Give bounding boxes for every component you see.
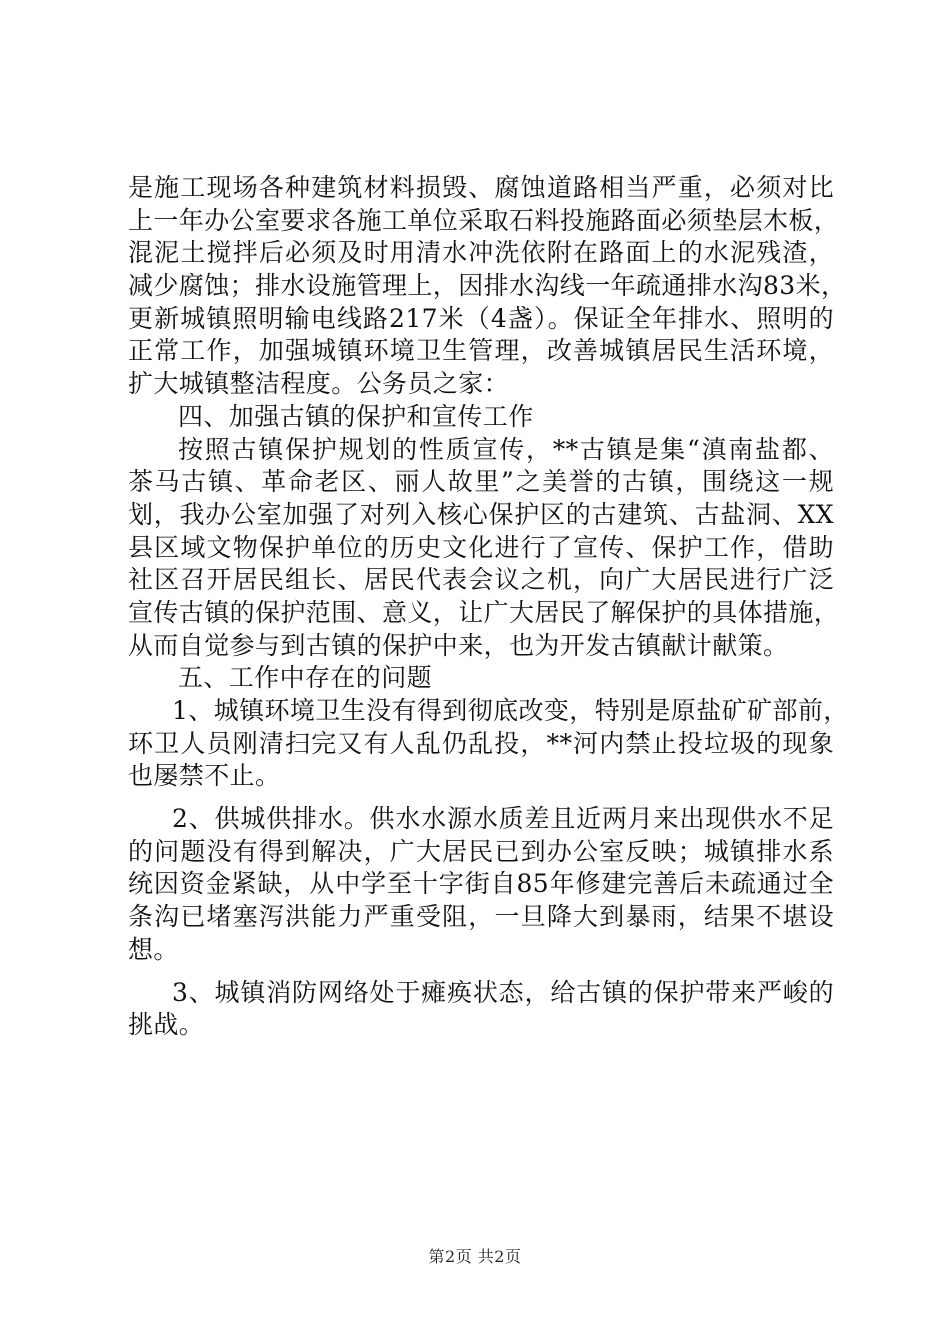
document-body (128, 172, 849, 1042)
text-line: 1、城镇环境卫生没有得到彻底改变，特别是原盐矿矿部前， (172, 696, 849, 725)
text-line: 统因资金紧缺，从中学至十字街自85年修建完善后未疏通过全 (128, 869, 834, 899)
text-line: 挑战。 (128, 1010, 205, 1040)
text-line: 是施工现场各种建筑材料损毁、腐蚀道路相当严重，必须对比 (128, 173, 834, 202)
text-line: 减少腐蚀；排水设施管理上，因排水沟线一年疏通排水沟83米， (128, 271, 847, 301)
text-line: 也屡禁不止。 (128, 761, 281, 791)
text-line: 想。 (128, 934, 179, 964)
text-line: 宣传古镇的保护范围、意义，让广大居民了解保护的具体措施， (128, 597, 840, 627)
text-line: 县区域文物保护单位的历史文化进行了宣传、保护工作，借助 (128, 532, 834, 562)
text-line: 的问题没有得到解决，广大居民已到办公室反映；城镇排水系 (128, 836, 834, 866)
text-line: 2、供城供排水。供水水源水质差且近两月来出现供水不足 (172, 804, 834, 834)
text-line: 按照古镇保护规划的性质宣传，**古镇是集“滇南盐都、 (178, 434, 834, 464)
text-line: 从而自觉参与到古镇的保护中来，也为开发古镇献计献策。 (128, 630, 789, 660)
text-line: 扩大城镇整洁程度。公务员之家： (128, 369, 510, 399)
text-line: 混泥土搅拌后必须及时用清水冲洗依附在路面上的水泥残渣， (128, 238, 834, 268)
section-heading: 五、工作中存在的问题 (178, 663, 433, 693)
section-heading: 四、加强古镇的保护和宣传工作 (178, 401, 534, 431)
page-number: 第2页 共2页 (428, 1247, 522, 1266)
text-line: 划，我办公室加强了对列入核心保护区的古建筑、古盐洞、XX (128, 499, 834, 529)
text-line: 更新城镇照明输电线路217米（4盏）。保证全年排水、照明的 (128, 303, 834, 333)
text-line: 社区召开居民组长、居民代表会议之机，向广大居民进行广泛 (128, 565, 834, 595)
text-line: 3、城镇消防网络处于瘫痪状态，给古镇的保护带来严峻的 (172, 977, 834, 1007)
text-line: 正常工作，加强城镇环境卫生管理，改善城镇居民生活环境， (128, 336, 834, 366)
text-line: 环卫人员刚清扫完又有人乱仍乱投，**河内禁止投垃圾的现象 (128, 728, 834, 758)
page-footer (0, 1244, 950, 1267)
text-line: 条沟已堵塞泻洪能力严重受阻，一旦降大到暴雨，结果不堪设 (128, 902, 834, 932)
text-line: 上一年办公室要求各施工单位采取石料投施路面必须垫层木板， (128, 205, 840, 235)
text-line: 茶马古镇、革命老区、丽人故里”之美誉的古镇，围绕这一规 (128, 467, 834, 497)
